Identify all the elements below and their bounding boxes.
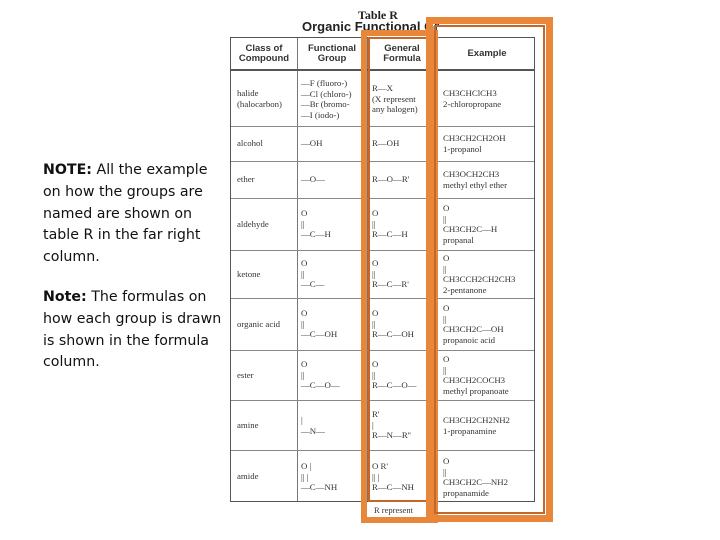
cell-line: || bbox=[372, 218, 376, 229]
cell-line: 1-propanol bbox=[443, 143, 482, 154]
cell-line: halide bbox=[237, 88, 259, 98]
cell-line: | bbox=[301, 415, 303, 425]
cell-line: || bbox=[372, 268, 376, 279]
cell-line: 2-pentanone bbox=[443, 284, 487, 295]
cell-line: alcohol bbox=[237, 138, 263, 148]
cell-class bbox=[237, 138, 263, 149]
cell-line: R—OH bbox=[372, 138, 400, 148]
header-class: Class of Compound bbox=[238, 42, 290, 64]
note-formulas-text: The formulas on how each group is drawn is shown in the formula column. bbox=[43, 289, 222, 371]
cell-line: R—O—R' bbox=[372, 174, 410, 184]
cell-line: O bbox=[372, 208, 379, 218]
cell-line: O bbox=[443, 354, 450, 364]
cell-class bbox=[237, 370, 254, 381]
cell-line: methyl propanoate bbox=[443, 385, 509, 396]
cell-line: R—C—NH bbox=[372, 482, 415, 492]
formula-column-highlight-inner bbox=[368, 37, 431, 502]
cell-line: ether bbox=[237, 174, 255, 184]
cell-line: ester bbox=[237, 370, 254, 380]
cell-line: —C—O— bbox=[301, 380, 340, 390]
note-formulas bbox=[43, 287, 223, 374]
cell-line: CH3CHClCH3 bbox=[443, 88, 497, 98]
cell-class bbox=[237, 420, 259, 431]
cell-line: aldehyde bbox=[237, 219, 269, 229]
cell-line: || bbox=[301, 369, 305, 380]
cell-line: —C—NH bbox=[301, 482, 338, 492]
cell-line: —C—H bbox=[301, 229, 331, 239]
note-examples-label: NOTE: bbox=[43, 162, 92, 178]
cell-group bbox=[301, 415, 325, 436]
column-divider bbox=[297, 38, 298, 501]
cell-line: propanamide bbox=[443, 487, 489, 498]
cell-line: amine bbox=[237, 420, 259, 430]
cell-line: || | bbox=[372, 471, 380, 482]
cell-class bbox=[237, 471, 259, 482]
table-subtitle: Organic Functional Gr bbox=[302, 19, 440, 34]
cell-line: O bbox=[301, 258, 308, 268]
cell-line: propanal bbox=[443, 234, 474, 245]
note-formulas-label: Note: bbox=[43, 289, 87, 305]
cell-line: O bbox=[443, 456, 450, 466]
cell-line: O bbox=[443, 253, 450, 263]
cell-group bbox=[301, 138, 323, 149]
cell-line: O bbox=[301, 308, 308, 318]
header-formula: General Formula bbox=[383, 42, 421, 64]
cell-line: —Br (bromo- bbox=[301, 99, 350, 109]
cell-group bbox=[301, 461, 337, 493]
cell-group bbox=[301, 174, 325, 185]
cell-line: (halocarbon) bbox=[237, 98, 282, 109]
cell-group bbox=[301, 78, 352, 120]
cell-line: —C—OH bbox=[301, 329, 338, 339]
note-examples bbox=[43, 160, 223, 269]
cell-line: CH3CH2C—OH bbox=[443, 324, 504, 334]
cell-line: methyl ethyl ether bbox=[443, 179, 508, 190]
cell-class bbox=[237, 319, 280, 330]
cell-group bbox=[301, 359, 340, 391]
cell-line: —N— bbox=[301, 425, 325, 436]
cell-line: | bbox=[372, 419, 374, 430]
cell-group bbox=[301, 308, 337, 340]
cell-line: R—C—H bbox=[372, 229, 408, 239]
example-column-highlight-inner bbox=[434, 25, 545, 514]
note-examples-text: All the example on how the groups are named are shown on table R in the far right column. bbox=[43, 162, 208, 266]
cell-group bbox=[301, 208, 331, 240]
table-title: Table R bbox=[358, 8, 398, 22]
cell-line: amide bbox=[237, 471, 259, 481]
cell-line: organic acid bbox=[237, 319, 281, 329]
cell-line: R—X bbox=[372, 83, 394, 93]
cell-line: CH3CH2C—H bbox=[443, 224, 498, 234]
cell-line: || bbox=[372, 369, 376, 380]
cell-line: CH3CH2CH2OH bbox=[443, 133, 506, 143]
cell-line: any halogen) bbox=[372, 104, 418, 114]
cell-line: CH3CH2C—NH2 bbox=[443, 477, 509, 487]
cell-line: || bbox=[443, 213, 447, 224]
cell-line: R' bbox=[372, 409, 380, 419]
cell-line: —F (fluoro-) bbox=[301, 78, 348, 88]
cell-group bbox=[301, 258, 324, 290]
cell-line: O bbox=[372, 359, 379, 369]
cell-line: || bbox=[443, 263, 447, 274]
cell-line: R—C—R' bbox=[372, 279, 409, 289]
cell-line: 1-propanamine bbox=[443, 425, 497, 436]
cell-line: || bbox=[372, 318, 376, 329]
cell-line: O | bbox=[301, 461, 312, 471]
cell-class bbox=[237, 269, 260, 280]
cell-line: || bbox=[301, 268, 305, 279]
cell-line: O bbox=[372, 308, 379, 318]
footnote-line: R represent bbox=[374, 505, 413, 515]
cell-line: O R' bbox=[372, 461, 389, 471]
cell-line: CH3CH2CH2NH2 bbox=[443, 415, 510, 425]
cell-line: O bbox=[301, 359, 308, 369]
cell-line: || bbox=[443, 364, 447, 375]
header-example: Example bbox=[467, 47, 507, 59]
cell-line: R—C—OH bbox=[372, 329, 415, 339]
cell-line: CH3CCH2CH2CH3 bbox=[443, 274, 516, 284]
cell-line: (X represent bbox=[372, 93, 416, 104]
cell-line: O bbox=[443, 203, 450, 213]
cell-line: || bbox=[301, 318, 305, 329]
cell-line: || bbox=[443, 466, 447, 477]
cell-line: || | bbox=[301, 471, 309, 482]
cell-line: CH3CH2COCH3 bbox=[443, 375, 506, 385]
cell-line: O bbox=[443, 303, 450, 313]
cell-line: —Cl (chloro-) bbox=[301, 88, 352, 99]
footnote-line: of atoms. bbox=[374, 515, 406, 525]
cell-class bbox=[237, 88, 282, 109]
cell-line: propanoic acid bbox=[443, 334, 496, 345]
cell-class bbox=[237, 174, 255, 185]
cell-line: R—N—R'' bbox=[372, 430, 411, 440]
cell-line: || bbox=[443, 313, 447, 324]
cell-line: R—C—O— bbox=[372, 380, 417, 390]
cell-line: ketone bbox=[237, 269, 261, 279]
cell-line: O bbox=[301, 208, 308, 218]
header-group: Functional Group bbox=[307, 42, 357, 64]
cell-line: || bbox=[301, 218, 305, 229]
cell-line: CH3OCH2CH3 bbox=[443, 169, 500, 179]
cell-line: —C— bbox=[301, 279, 325, 289]
cell-line: —I (iodo-) bbox=[301, 109, 340, 120]
cell-line: 2-chloropropane bbox=[443, 98, 502, 109]
cell-line: O bbox=[372, 258, 379, 268]
cell-line: —O— bbox=[301, 174, 325, 184]
cell-class bbox=[237, 219, 269, 230]
cell-line: —OH bbox=[301, 138, 323, 148]
